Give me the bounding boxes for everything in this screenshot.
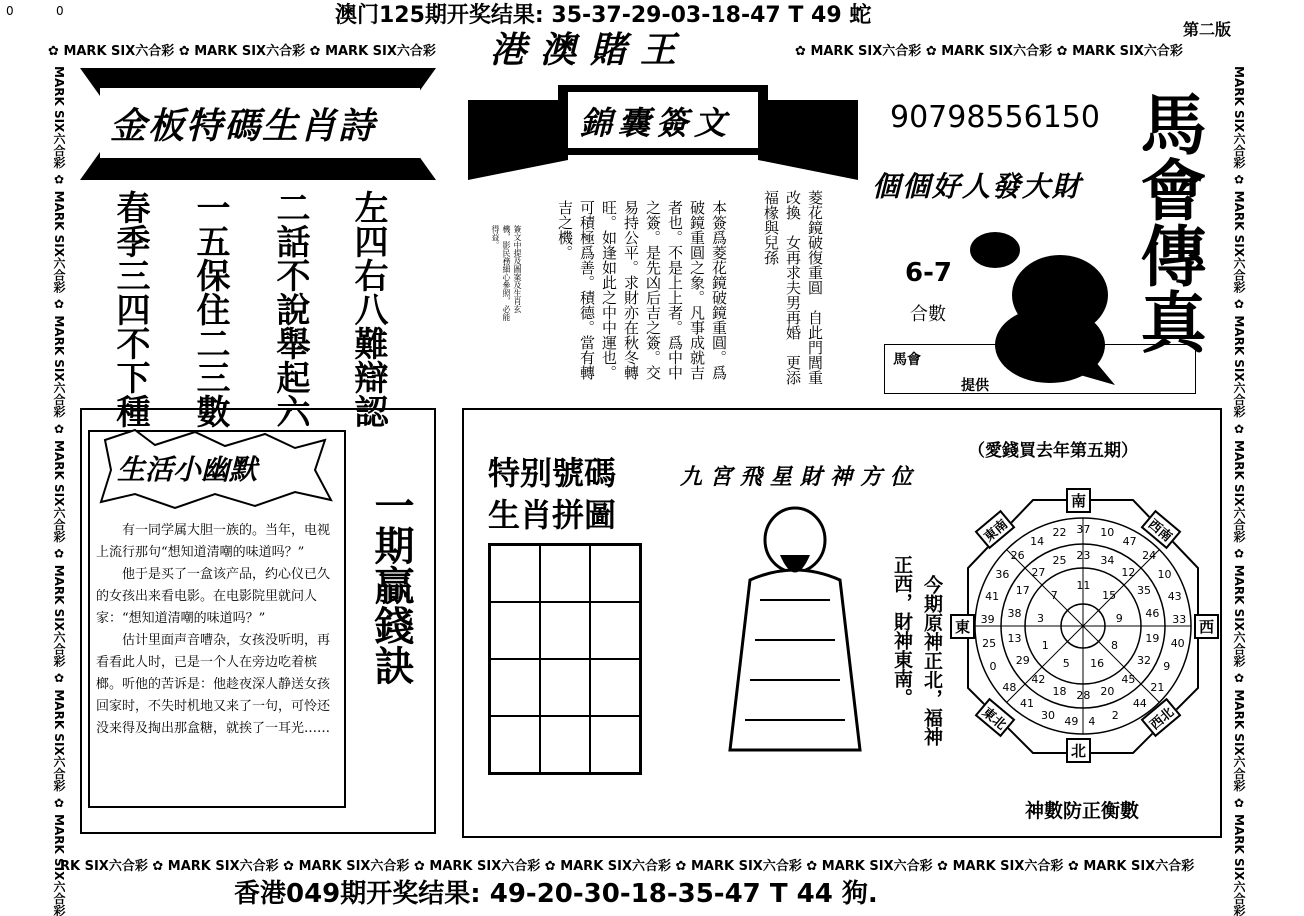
compass-number: 10 (1100, 526, 1115, 540)
compass-number: 37 (1076, 523, 1091, 537)
flower-icon: ✿ (1056, 44, 1068, 59)
fax-provider-box (884, 344, 1196, 394)
compass-dir-south: 南 (1066, 488, 1091, 513)
poem-line-3: 一五保住二三數 (190, 190, 230, 428)
compass-number: 41 (985, 589, 1000, 603)
poem-line-2: 二話不說舉起六 (270, 190, 310, 428)
banner-top-left: ✿ MARK SIX六合彩 ✿ MARK SIX六合彩 ✿ MARK SIX六合彩 (48, 44, 436, 59)
banner-top-right: ✿ MARK SIX六合彩 ✿ MARK SIX六合彩 ✿ MARK SIX六合彩 (795, 44, 1183, 59)
puzzle-title-line-1: 特别號碼 (488, 454, 617, 492)
corner-mark-left: 0 (6, 4, 14, 18)
compass-number: 5 (1062, 656, 1070, 670)
fax-provided-text: 提供 (961, 378, 989, 394)
compass-number: 0 (989, 660, 997, 674)
humor-title-burst (95, 430, 335, 510)
humor-title: 生活小幽默 (117, 453, 258, 486)
fax-title: 馬會傳真 (1129, 90, 1207, 354)
compass-number: 11 (1076, 579, 1091, 593)
compass-number: 41 (1019, 697, 1034, 711)
banner-bottom: RK SIX六合彩 ✿ MARK SIX六合彩 ✿ MARK SIX六合彩 ✿ MARK SIX六合彩 ✿ MARK SIX六合彩 ✿ MARK SIX六合彩 ✿ MARK SIX六合彩 ✿ MARK SIX六合彩 ✿ MARK SIX六合彩 (60, 859, 1195, 874)
compass-number: 9 (1163, 660, 1171, 674)
banner-right-vertical: MARK SIX六合彩 ✿ MARK SIX六合彩 ✿ MARK SIX六合彩 ✿ MARK SIX六合彩 ✿ MARK SIX六合彩 ✿ MARK SIX六合彩 ✿ MARK SIX六合彩 (1232, 66, 1246, 916)
fax-numbers: 6-7 (905, 258, 952, 288)
puzzle-cell (490, 602, 540, 659)
compass-number: 8 (1111, 639, 1119, 653)
compass-number: 29 (1015, 654, 1030, 668)
compass-number: 39 (980, 613, 995, 627)
compass-number: 30 (1041, 708, 1056, 722)
puzzle-cell (540, 716, 590, 773)
compass-number: 32 (1137, 654, 1152, 668)
compass-dir-north: 北 (1066, 738, 1091, 763)
compass-number: 26 (1010, 549, 1025, 563)
corner-mark-right: 0 (56, 4, 64, 18)
flower-icon: ✿ (48, 44, 59, 59)
edition-label: 第二版 (1183, 20, 1232, 39)
compass-number: 17 (1015, 584, 1030, 598)
compass-number: 25 (982, 637, 997, 651)
humor-paragraph-1: 有一同学属大胆一族的。当年，电视上流行那句“想知道清嘲的味道吗？” (96, 523, 331, 560)
jinnang-title-banner (468, 70, 858, 180)
compass-number: 36 (995, 567, 1010, 581)
puzzle-title-line-2: 生肖拼圖 (488, 496, 617, 534)
compass-number: 22 (1052, 526, 1067, 540)
win-slogan: 一期贏錢訣 (368, 485, 415, 685)
caishen-direction-col-1: 今期原神正北，福神 (921, 575, 943, 746)
jinnang-note: 簽文中提及圖案及生肖玄機，影民務細心參照，必能得益。 (491, 225, 522, 321)
flower-icon: ✿ (178, 44, 190, 59)
compass-number: 45 (1121, 673, 1136, 687)
humor-paragraph-3: 估计里面声音嘈杂，女孩没听明，再看看此人时，已是一个人在旁边吃着槟榔。听他的苦诉是：他趁夜深人静送女孩回家时，不失时机地又来了一句，可怜还没来得及掏出那盒糖，就挨了一耳光…… (96, 633, 331, 736)
compass-number: 33 (1172, 613, 1187, 627)
caishen-title: 九宮飛星財神方位 (680, 464, 921, 490)
flower-icon: ✿ (795, 44, 806, 59)
fax-numbers-label: 合數 (910, 304, 946, 325)
compass-number: 28 (1076, 689, 1091, 703)
jinnang-verse: 菱花鏡破復重圓 自此門閭重改換 女再求夫男再婚 更添福椽與兒孫 (762, 190, 824, 385)
poem-line-4: 春季三四不下種 (110, 190, 150, 428)
compass-dir-southeast: 東南 (975, 510, 1016, 549)
compass-number: 7 (1050, 588, 1058, 602)
poem-title: 金板特碼生肖詩 (110, 105, 377, 147)
jinnang-body: 本簽爲菱花鏡破鏡重圓。爲破鏡重圓之象。凡事成就吉者也。不是上上者。爲中中之簽。是先凶后吉之簽。交易持公平。求財亦在秋冬轉旺。如逢如此之中中運也。可積極爲善。積德。當有轉吉之機。 (556, 200, 728, 380)
compass-number: 27 (1031, 565, 1046, 579)
compass-number: 40 (1170, 637, 1185, 651)
compass-number: 9 (1115, 612, 1123, 626)
compass-number: 23 (1076, 549, 1091, 563)
flower-icon: ✿ (309, 44, 321, 59)
compass-number: 13 (1007, 631, 1022, 645)
compass-dir-northeast: 東北 (975, 698, 1016, 737)
compass-footer: 神數防正衡數 (1025, 800, 1140, 822)
compass-number: 4 (1088, 714, 1096, 728)
compass-number: 18 (1052, 685, 1067, 699)
caishen-title-arc (672, 430, 932, 510)
masthead-title: 港澳賭王 (490, 29, 691, 71)
puzzle-cell (590, 659, 640, 716)
poem-line-1: 左四右八難辯認 (348, 190, 388, 428)
poem-title-banner (80, 68, 436, 180)
compass-subtitle: （愛錢買去年第五期） (968, 441, 1138, 461)
god-of-wealth-figure (700, 500, 880, 770)
compass-number: 34 (1100, 553, 1115, 567)
humor-paragraph-2: 他于是买了一盒该产品，约心仪已久的女孩出来看电影。在电影院里就问人家：“想知道清嘲的味道吗？” (96, 567, 331, 626)
puzzle-cell (540, 602, 590, 659)
compass-number: 24 (1142, 549, 1157, 563)
flower-icon: ✿ (925, 44, 937, 59)
compass-number: 49 (1064, 714, 1079, 728)
compass-number: 20 (1100, 685, 1115, 699)
zodiac-puzzle-grid (488, 543, 642, 775)
puzzle-cell (490, 716, 540, 773)
banner-left-vertical: MARK SIX六合彩 ✿ MARK SIX六合彩 ✿ MARK SIX六合彩 ✿ MARK SIX六合彩 ✿ MARK SIX六合彩 ✿ MARK SIX六合彩 ✿ MARK SIX六合彩 (52, 66, 66, 916)
compass-dir-east: 東 (950, 614, 975, 639)
compass-number: 16 (1090, 656, 1105, 670)
hk-result-headline: 香港049期开奖结果: 49-20-30-18-35-47 T 44 狗. (234, 879, 878, 909)
puzzle-cell (490, 545, 540, 602)
puzzle-cell (590, 602, 640, 659)
compass-number: 2 (1111, 708, 1119, 722)
compass-number: 21 (1150, 680, 1165, 694)
fax-provider-label: 馬會 (893, 352, 921, 368)
puzzle-cell (590, 716, 640, 773)
compass-dir-southwest: 西南 (1141, 510, 1182, 549)
humor-body (96, 520, 336, 740)
puzzle-cell (540, 545, 590, 602)
compass-number: 10 (1157, 567, 1172, 581)
compass-number: 19 (1145, 631, 1160, 645)
compass-number: 14 (1030, 535, 1045, 549)
caishen-direction-col-2: 正西，財神東南。 (891, 555, 913, 707)
compass-number: 15 (1102, 588, 1117, 602)
fax-slogan: 個個好人發大財 (872, 170, 1083, 203)
compass-number: 46 (1145, 607, 1160, 621)
compass-number: 35 (1137, 584, 1152, 598)
puzzle-cell (590, 545, 640, 602)
puzzle-cell (490, 659, 540, 716)
compass-dir-northwest: 西北 (1141, 698, 1182, 737)
compass-number: 25 (1052, 553, 1067, 567)
bagua-compass (948, 488, 1218, 768)
compass-number: 38 (1007, 607, 1022, 621)
compass-number: 12 (1121, 565, 1136, 579)
compass-number: 1 (1041, 639, 1049, 653)
macau-result-headline: 澳门125期开奖结果: 35-37-29-03-18-47 T 49 蛇 (335, 3, 872, 28)
puzzle-cell (540, 659, 590, 716)
jinnang-title: 錦囊簽文 (580, 104, 733, 142)
compass-number: 44 (1132, 697, 1147, 711)
compass-number: 48 (1002, 680, 1017, 694)
compass-number: 3 (1037, 612, 1044, 626)
compass-dir-west: 西 (1194, 614, 1219, 639)
compass-number: 47 (1122, 535, 1137, 549)
compass-number: 42 (1031, 673, 1046, 687)
compass-number: 43 (1167, 589, 1182, 603)
fax-phone: 90798556150 (890, 100, 1100, 135)
